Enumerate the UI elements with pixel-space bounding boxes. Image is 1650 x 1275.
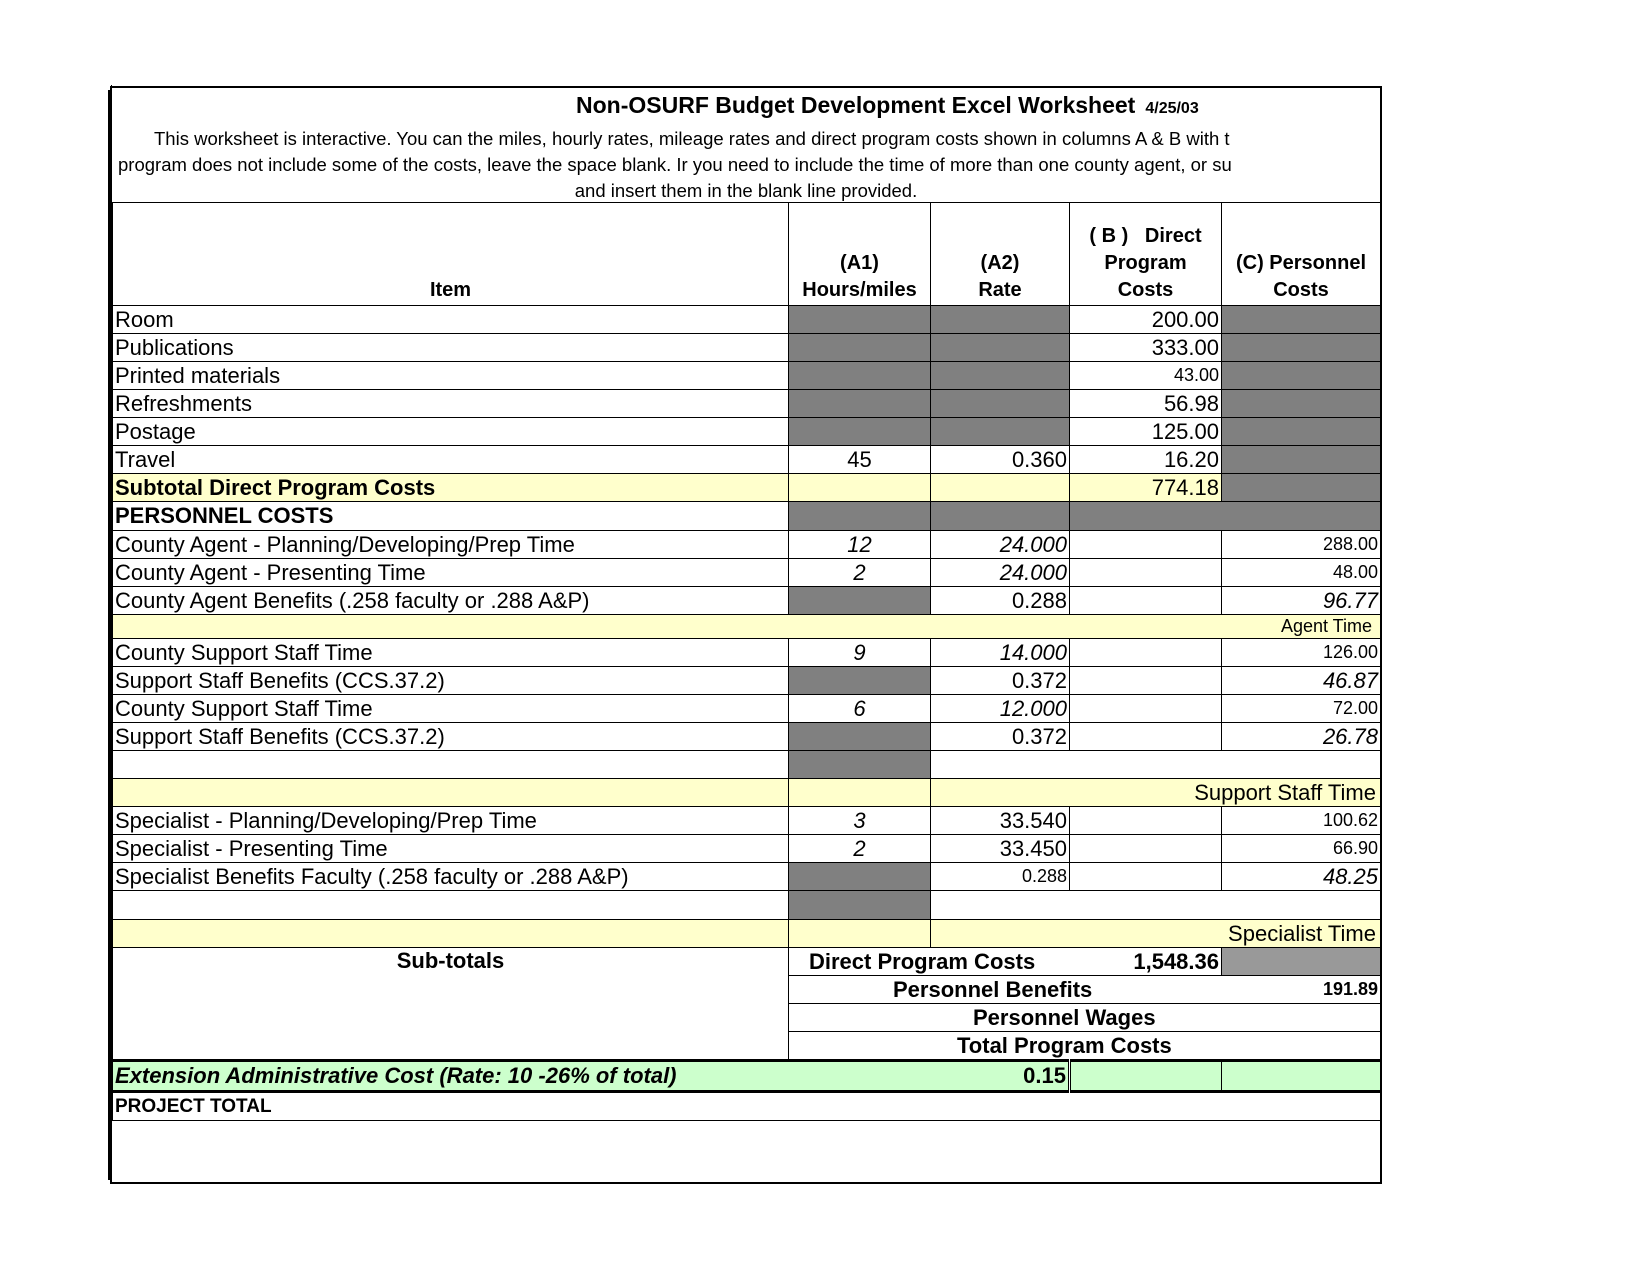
direct-cost-cell[interactable]: 125.00 <box>1070 418 1222 446</box>
item-cell[interactable]: Room <box>113 306 789 334</box>
personnel-wages-label: Personnel Wages <box>789 1004 1381 1032</box>
header-a2-line1: (A2) <box>980 252 1020 274</box>
table-row <box>113 362 1381 390</box>
shaded-cell <box>789 362 931 390</box>
item-cell[interactable]: Support Staff Benefits (CCS.37.2) <box>113 723 789 751</box>
direct-cost-cell[interactable] <box>1070 695 1222 723</box>
hours-cell[interactable]: 45 <box>789 446 931 474</box>
highlight-cell <box>113 920 789 948</box>
table-row <box>113 531 1381 559</box>
direct-cost-cell[interactable] <box>1070 835 1222 863</box>
personnel-cost-cell: 72.00 <box>1222 695 1381 723</box>
header-b <box>1070 203 1222 306</box>
subtotal-direct-row <box>113 474 1381 502</box>
item-cell[interactable]: County Support Staff Time <box>113 695 789 723</box>
shaded-cell <box>1222 948 1381 976</box>
budget-table <box>112 202 1381 1121</box>
admin-cost-row <box>113 1061 1381 1092</box>
blank-cell <box>931 891 1381 920</box>
blank-row <box>113 891 1381 920</box>
header-a2 <box>931 203 1070 306</box>
shaded-cell <box>931 306 1070 334</box>
direct-cost-cell[interactable] <box>1070 667 1222 695</box>
agent-time-row <box>113 615 1381 639</box>
direct-cost-cell[interactable] <box>1070 587 1222 615</box>
header-b-line3: Costs <box>1117 279 1174 301</box>
shaded-cell <box>789 587 931 615</box>
personnel-cost-cell: 26.78 <box>1222 723 1381 751</box>
personnel-cost-cell: 100.62 <box>1222 807 1381 835</box>
project-total-row <box>113 1092 1381 1121</box>
admin-cost-rate[interactable]: 0.15 <box>931 1061 1070 1092</box>
header-b-line1: ( B ) Direct <box>1089 225 1202 247</box>
header-a1-line1: (A1) <box>840 252 879 274</box>
column-header-row <box>113 203 1381 306</box>
personnel-cost-cell: 126.00 <box>1222 639 1381 667</box>
item-cell[interactable]: Support Staff Benefits (CCS.37.2) <box>113 667 789 695</box>
table-row <box>113 723 1381 751</box>
shaded-cell <box>789 418 931 446</box>
direct-cost-cell[interactable] <box>1070 559 1222 587</box>
direct-cost-cell[interactable]: 16.20 <box>1070 446 1222 474</box>
hours-cell[interactable]: 2 <box>789 835 931 863</box>
direct-program-costs-label: Direct Program Costs <box>789 948 1070 976</box>
intro-line-2: program does not include some of the costs, leave the space blank. Ir you need to include the time of more than one county agent, or su <box>118 154 1232 175</box>
rate-cell[interactable]: 33.540 <box>931 807 1070 835</box>
shaded-cell <box>789 751 931 779</box>
highlight-cell <box>113 779 789 807</box>
worksheet-frame <box>110 86 1382 1184</box>
personnel-cost-cell: 46.87 <box>1222 667 1381 695</box>
shaded-cell <box>1070 502 1381 531</box>
shaded-cell <box>931 362 1070 390</box>
header-item: Item <box>113 203 789 306</box>
direct-cost-cell[interactable]: 200.00 <box>1070 306 1222 334</box>
table-row <box>113 559 1381 587</box>
item-cell[interactable]: Refreshments <box>113 390 789 418</box>
direct-cost-cell[interactable]: 56.98 <box>1070 390 1222 418</box>
subtotal-direct-label: Subtotal Direct Program Costs <box>113 474 789 502</box>
item-cell[interactable]: County Support Staff Time <box>113 639 789 667</box>
rate-cell[interactable]: 12.000 <box>931 695 1070 723</box>
shaded-cell <box>931 502 1070 531</box>
rate-cell[interactable]: 0.288 <box>931 587 1070 615</box>
personnel-cost-cell: 48.25 <box>1222 863 1381 891</box>
personnel-heading: PERSONNEL COSTS <box>113 502 789 531</box>
project-total-label: PROJECT TOTAL <box>113 1092 1381 1121</box>
highlight-cell <box>789 779 931 807</box>
shaded-cell <box>1222 306 1381 334</box>
personnel-cost-cell: 96.77 <box>1222 587 1381 615</box>
table-row <box>113 667 1381 695</box>
rate-cell[interactable]: 14.000 <box>931 639 1070 667</box>
table-row <box>113 390 1381 418</box>
highlight-cell <box>789 920 931 948</box>
direct-program-costs-value: 1,548.36 <box>1070 948 1222 976</box>
item-cell[interactable]: Postage <box>113 418 789 446</box>
personnel-cost-cell: 66.90 <box>1222 835 1381 863</box>
shaded-cell <box>1222 474 1381 502</box>
shaded-cell <box>931 418 1070 446</box>
hours-cell[interactable]: 3 <box>789 807 931 835</box>
header-c-line2: Costs <box>1273 279 1329 301</box>
shaded-cell <box>789 390 931 418</box>
table-row <box>113 639 1381 667</box>
header-c <box>1222 203 1381 306</box>
support-time-label: Support Staff Time <box>931 779 1381 807</box>
title-text: Non-OSURF Budget Development Excel Worksheet <box>576 92 1136 118</box>
item-cell[interactable]: Publications <box>113 334 789 362</box>
personnel-benefits-label: Personnel Benefits <box>789 976 1222 1004</box>
rate-cell[interactable]: 33.450 <box>931 835 1070 863</box>
header-b-line2: Program <box>1104 252 1187 274</box>
personnel-heading-row <box>113 502 1381 531</box>
blank-row <box>113 751 1381 779</box>
intro-line-3: and insert them in the blank line provided. <box>574 180 918 201</box>
title-date: 4/25/03 <box>1145 100 1199 117</box>
item-cell[interactable]: Printed materials <box>113 362 789 390</box>
specialist-time-label: Specialist Time <box>931 920 1381 948</box>
table-row <box>113 807 1381 835</box>
shaded-cell <box>789 334 931 362</box>
direct-cost-cell[interactable] <box>1070 863 1222 891</box>
direct-cost-cell[interactable] <box>1070 807 1222 835</box>
shaded-cell <box>789 667 931 695</box>
item-cell[interactable]: County Agent Benefits (.258 faculty or .288 A&P) <box>113 587 789 615</box>
hours-cell[interactable]: 12 <box>789 531 931 559</box>
table-row <box>113 334 1381 362</box>
subtotal-direct-value: 774.18 <box>1070 474 1222 502</box>
shaded-cell <box>1222 446 1381 474</box>
total-program-costs-label: Total Program Costs <box>789 1032 1381 1061</box>
shaded-cell <box>789 723 931 751</box>
item-cell[interactable] <box>113 751 789 779</box>
support-time-row <box>113 779 1381 807</box>
header-c-line1: (C) Personnel <box>1235 252 1367 274</box>
admin-cost-cell <box>1222 1061 1381 1092</box>
highlight-cell <box>931 474 1070 502</box>
intro-line-1: This worksheet is interactive. You can the miles, hourly rates, mileage rates and direct program costs shown in columns A & B with t <box>154 128 1230 149</box>
admin-cost-label: Extension Administrative Cost (Rate: 10 -26% of total) <box>113 1061 931 1092</box>
table-row <box>113 446 1381 474</box>
shaded-cell <box>931 334 1070 362</box>
hours-cell[interactable]: 2 <box>789 559 931 587</box>
shaded-cell <box>1222 334 1381 362</box>
subtotals-label: Sub-totals <box>113 948 789 1061</box>
direct-cost-cell[interactable] <box>1070 639 1222 667</box>
worksheet-title <box>112 92 1382 119</box>
rate-cell[interactable]: 0.360 <box>931 446 1070 474</box>
shaded-cell <box>1222 390 1381 418</box>
admin-cost-cell <box>1070 1061 1222 1092</box>
item-cell[interactable]: County Agent - Presenting Time <box>113 559 789 587</box>
rate-cell[interactable]: 0.372 <box>931 723 1070 751</box>
item-cell[interactable]: Specialist Benefits Faculty (.258 faculty or .288 A&P) <box>113 863 789 891</box>
specialist-time-row <box>113 920 1381 948</box>
subtotals-row-direct <box>113 948 1381 976</box>
shaded-cell <box>1222 362 1381 390</box>
hours-cell[interactable]: 6 <box>789 695 931 723</box>
shaded-cell <box>789 891 931 920</box>
table-row <box>113 835 1381 863</box>
table-row <box>113 306 1381 334</box>
shaded-cell <box>931 390 1070 418</box>
personnel-benefits-value: 191.89 <box>1222 976 1381 1004</box>
hours-cell[interactable]: 9 <box>789 639 931 667</box>
shaded-cell <box>789 502 931 531</box>
personnel-cost-cell: 288.00 <box>1222 531 1381 559</box>
item-cell[interactable]: Specialist - Planning/Developing/Prep Time <box>113 807 789 835</box>
shaded-cell <box>1222 418 1381 446</box>
shaded-cell <box>789 863 931 891</box>
table-row <box>113 418 1381 446</box>
header-a1 <box>789 203 931 306</box>
item-cell[interactable]: Travel <box>113 446 789 474</box>
table-row <box>113 695 1381 723</box>
header-a2-line2: Rate <box>978 279 1022 301</box>
item-cell[interactable] <box>113 891 789 920</box>
shaded-cell <box>789 306 931 334</box>
direct-cost-cell[interactable]: 333.00 <box>1070 334 1222 362</box>
rate-cell[interactable]: 24.000 <box>931 531 1070 559</box>
rate-cell[interactable]: 0.288 <box>931 863 1070 891</box>
table-row <box>113 863 1381 891</box>
item-cell[interactable]: County Agent - Planning/Developing/Prep Time <box>113 531 789 559</box>
item-cell[interactable]: Specialist - Presenting Time <box>113 835 789 863</box>
table-row <box>113 587 1381 615</box>
highlight-cell <box>789 474 931 502</box>
direct-cost-cell[interactable] <box>1070 723 1222 751</box>
agent-time-label: Agent Time <box>113 615 1381 639</box>
direct-cost-cell[interactable]: 43.00 <box>1070 362 1222 390</box>
rate-cell[interactable]: 24.000 <box>931 559 1070 587</box>
rate-cell[interactable]: 0.372 <box>931 667 1070 695</box>
direct-cost-cell[interactable] <box>1070 531 1222 559</box>
blank-cell <box>931 751 1381 779</box>
header-a1-line2: Hours/miles <box>802 279 917 301</box>
personnel-cost-cell: 48.00 <box>1222 559 1381 587</box>
